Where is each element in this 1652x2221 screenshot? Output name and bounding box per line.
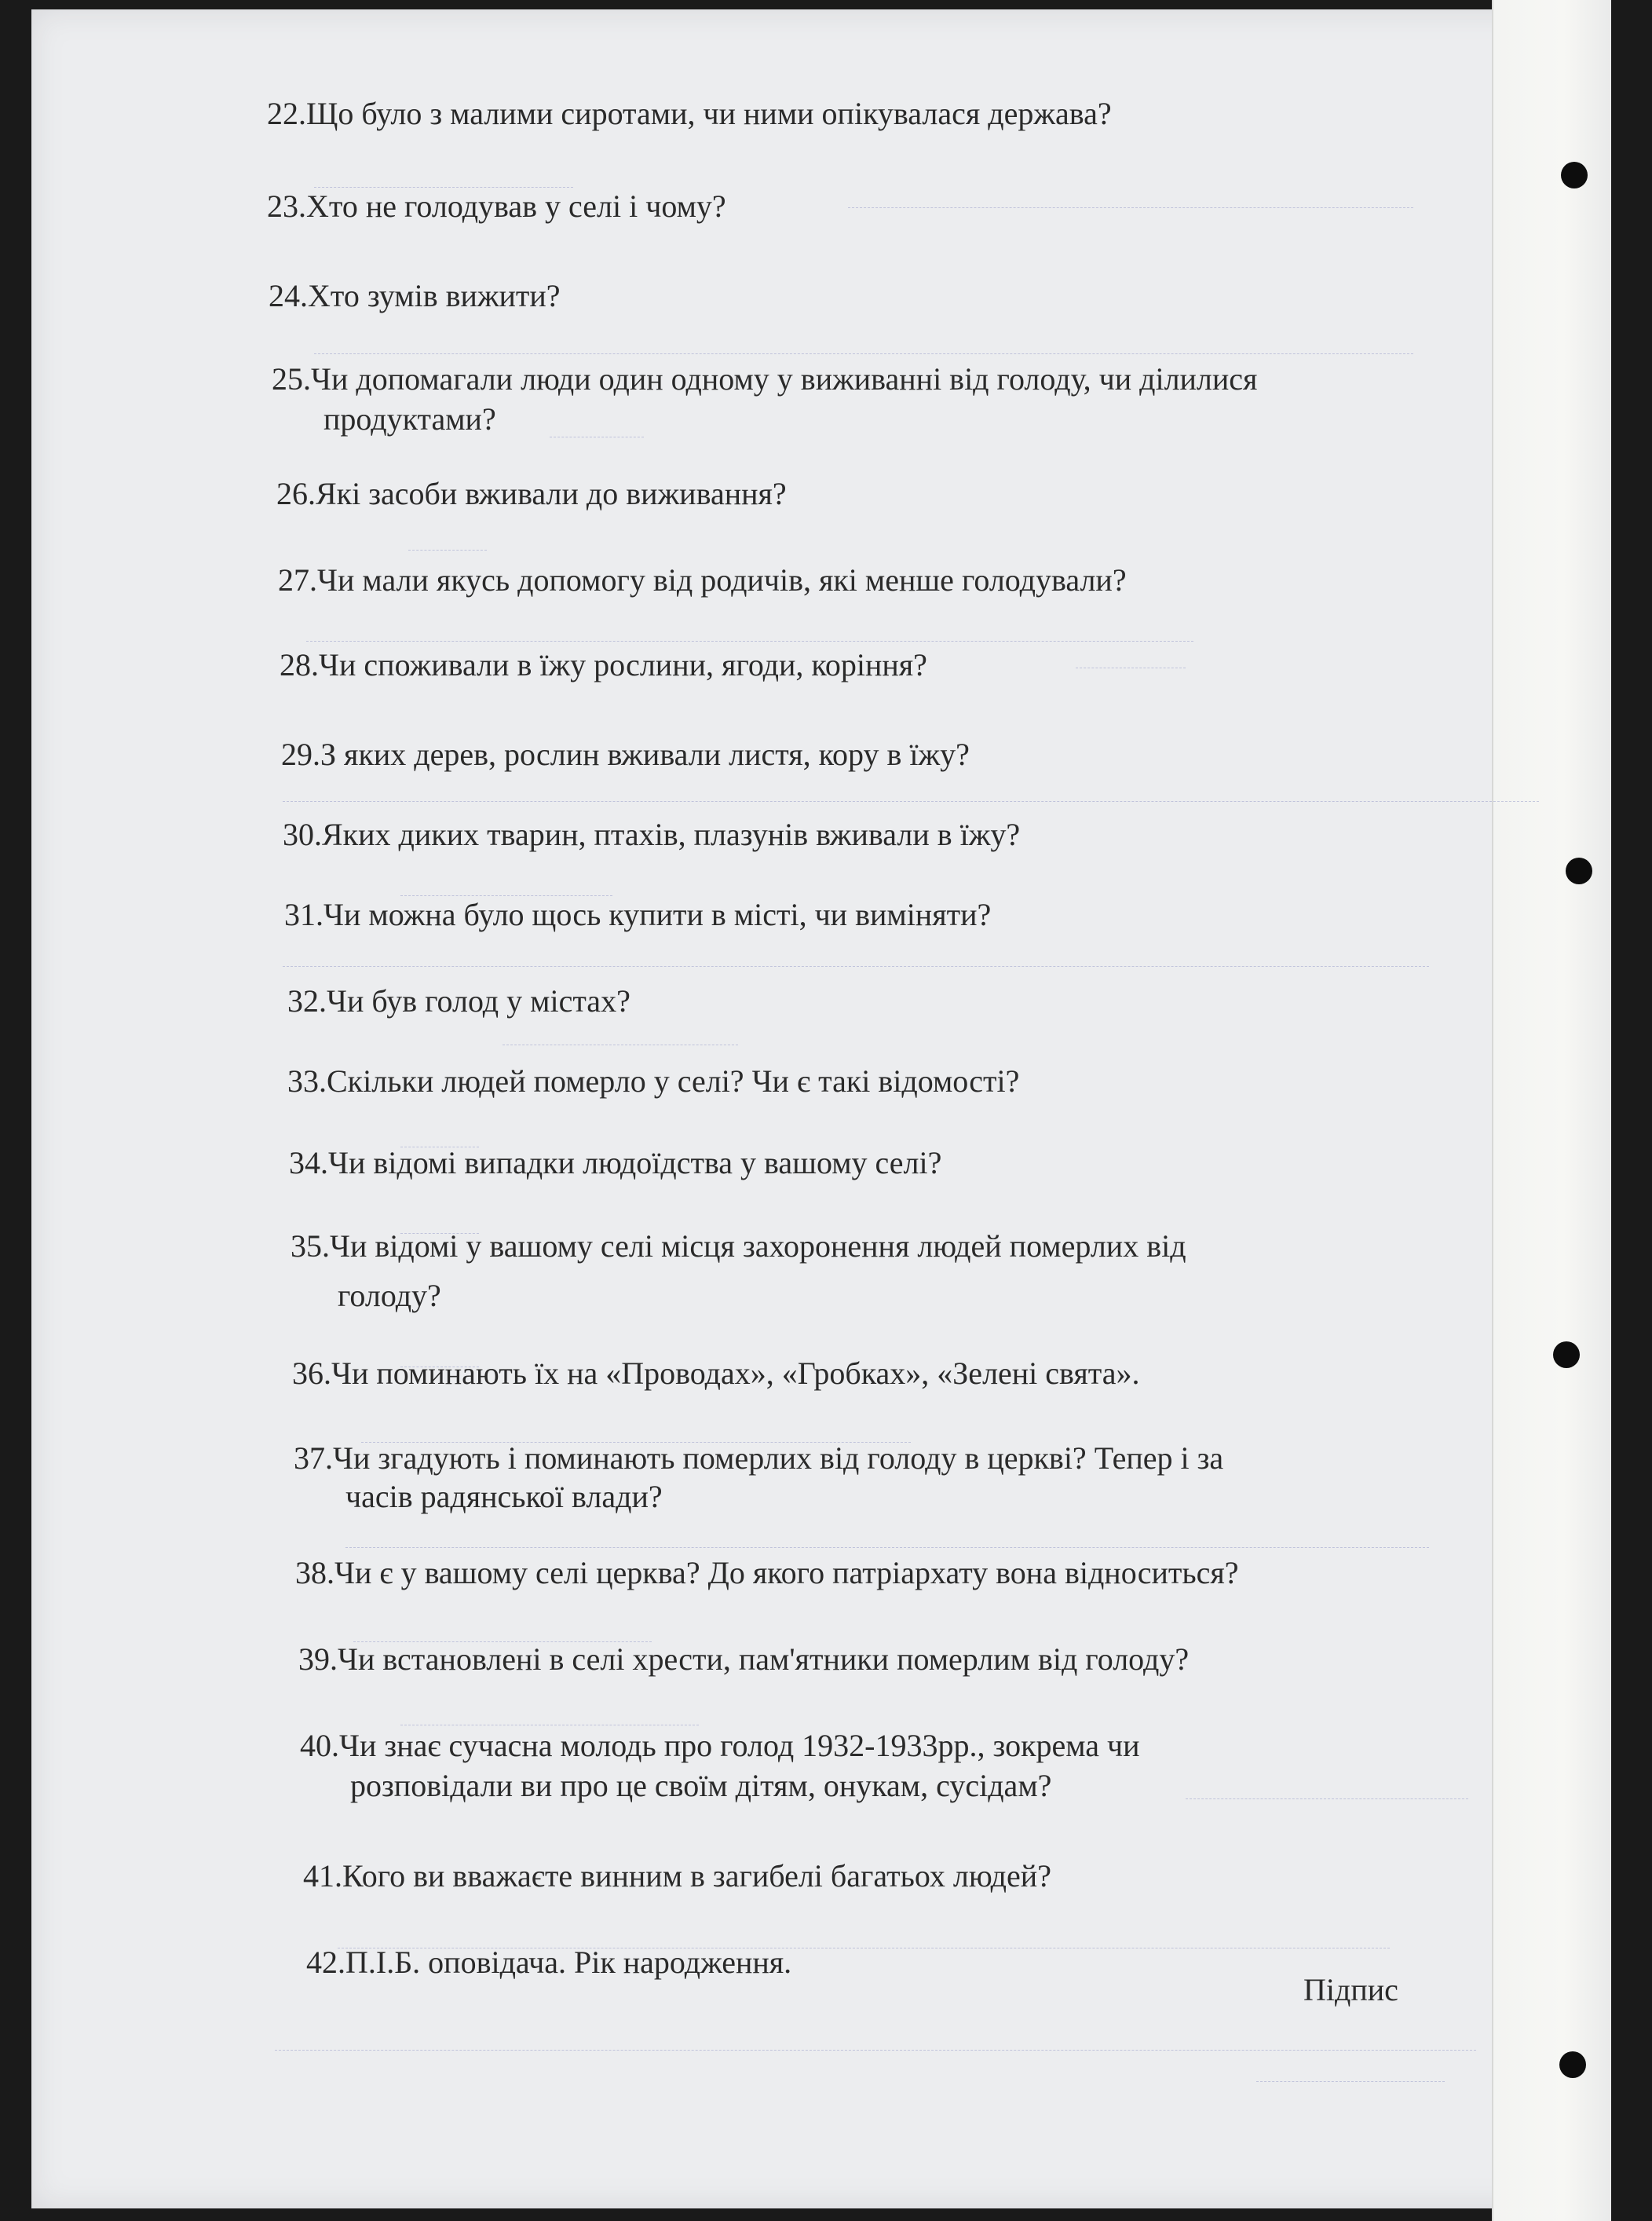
- punch-hole-3: [1553, 1341, 1580, 1368]
- question-text: Чи можна було щось купити в місті, чи виміняти?: [323, 897, 992, 932]
- question-34: [289, 1142, 941, 1184]
- question-23: [267, 185, 726, 228]
- question-text: Які засоби вживали до виживання?: [316, 476, 787, 511]
- question-text: Чи споживали в їжу рослини, ягоди, коріння?: [319, 647, 927, 682]
- question-40: [300, 1725, 1140, 1767]
- answer-27: [306, 594, 1193, 642]
- question-number: 30.: [283, 817, 322, 852]
- question-text: Чи знає сучасна молодь про голод 1932-1933рр., зокрема чи: [339, 1728, 1140, 1763]
- question-25-continuation: продуктами?: [323, 401, 496, 437]
- answer-33: [400, 1100, 479, 1147]
- question-36: [292, 1352, 1140, 1395]
- question-30: [283, 814, 1020, 856]
- question-number: 35.: [291, 1228, 330, 1264]
- question-number: 26.: [276, 476, 316, 511]
- question-35-continuation: голоду?: [338, 1278, 441, 1313]
- answer-23: [848, 160, 1413, 208]
- question-number: 38.: [295, 1555, 334, 1590]
- answer-39: [400, 1678, 699, 1725]
- question-text: Чи допомагали люди один одному у виживанні від голоду, чи ділилися: [311, 361, 1258, 397]
- question-number: 27.: [278, 562, 317, 598]
- question-number: 33.: [287, 1063, 327, 1099]
- question-text: Кого ви вважаєте винним в загибелі багатьох людей?: [342, 1858, 1051, 1894]
- question-40-continuation: розповідали ви про це своїм дітям, онукам, сусідам?: [350, 1768, 1052, 1803]
- question-text: Чи відомі у вашому селі місця захоронення людей померлих від: [330, 1228, 1186, 1264]
- question-text: Хто не голодував у селі і чому?: [306, 188, 726, 224]
- signature-label: Підпис: [1303, 1972, 1398, 2007]
- answer-29: [283, 707, 1539, 802]
- question-26: [276, 473, 787, 515]
- question-text: Чи згадують і поминають померлих від голоду в церкві? Тепер і за: [333, 1440, 1224, 1476]
- answer-26: [408, 503, 487, 551]
- answer-36: [361, 1395, 911, 1443]
- question-number: 32.: [287, 983, 327, 1019]
- answer-37: [345, 1461, 1429, 1548]
- question-number: 25.: [272, 361, 311, 397]
- punch-hole-4: [1559, 2051, 1586, 2078]
- question-number: 24.: [269, 278, 308, 313]
- question-text: Скільки людей померло у селі? Чи є такі відомості?: [327, 1063, 1020, 1099]
- question-text: Чи є у вашому селі церква? До якого патріархату вона відноситься?: [334, 1555, 1239, 1590]
- question-text: Чи був голод у містах?: [327, 983, 630, 1019]
- question-text: Хто зумів вижити?: [308, 278, 561, 313]
- question-number: 36.: [292, 1356, 331, 1391]
- question-number: 28.: [280, 647, 319, 682]
- question-number: 34.: [289, 1145, 328, 1180]
- question-number: 37.: [294, 1440, 333, 1476]
- question-33: [287, 1060, 1019, 1103]
- question-number: 23.: [267, 188, 306, 224]
- question-number: 41.: [303, 1858, 342, 1894]
- page-edge-strip: [1492, 0, 1611, 2221]
- answer-25: [550, 390, 644, 437]
- question-text: Чи мали якусь допомогу від родичів, які менше голодували?: [317, 562, 1127, 598]
- question-text: Чи поминають їх на «Проводах», «Гробках», «Зелені свята».: [331, 1356, 1140, 1391]
- question-text: З яких дерев, рослин вживали листя, кору в їжу?: [320, 737, 970, 772]
- question-number: 40.: [300, 1728, 339, 1763]
- question-text: Чи відомі випадки людоїдства у вашому селі?: [328, 1145, 942, 1180]
- question-37-continuation: часів радянської влади?: [345, 1479, 663, 1514]
- answer-31: [283, 880, 1429, 967]
- question-35: [291, 1225, 1186, 1268]
- question-39: [298, 1638, 1189, 1681]
- question-text: Чи встановлені в селі хрести, пам'ятники померлим від голоду?: [338, 1641, 1190, 1677]
- signature-area: [1256, 2026, 1445, 2082]
- question-text: Яких диких тварин, птахів, плазунів вживали в їжу?: [322, 817, 1021, 852]
- question-number: 29.: [281, 737, 320, 772]
- answer-28: [1076, 620, 1186, 668]
- question-text: Що було з малими сиротами, чи ними опікувалася держава?: [306, 96, 1112, 131]
- punch-hole-2: [1566, 858, 1592, 884]
- answer-22: [314, 140, 573, 188]
- answer-32: [503, 997, 738, 1045]
- answer-38: [353, 1594, 652, 1642]
- question-22: [267, 93, 1112, 135]
- question-number: 39.: [298, 1641, 338, 1677]
- question-number: 31.: [284, 897, 323, 932]
- answer-40: [1186, 1751, 1468, 1799]
- question-text: П.І.Б. оповідача. Рік народження.: [345, 1945, 792, 1980]
- answer-24: [314, 267, 1413, 354]
- question-number: 42.: [306, 1945, 345, 1980]
- punch-hole-1: [1561, 162, 1588, 188]
- question-25: [272, 358, 1257, 401]
- question-38: [295, 1552, 1238, 1594]
- question-28: [280, 644, 927, 686]
- question-number: 22.: [267, 96, 306, 131]
